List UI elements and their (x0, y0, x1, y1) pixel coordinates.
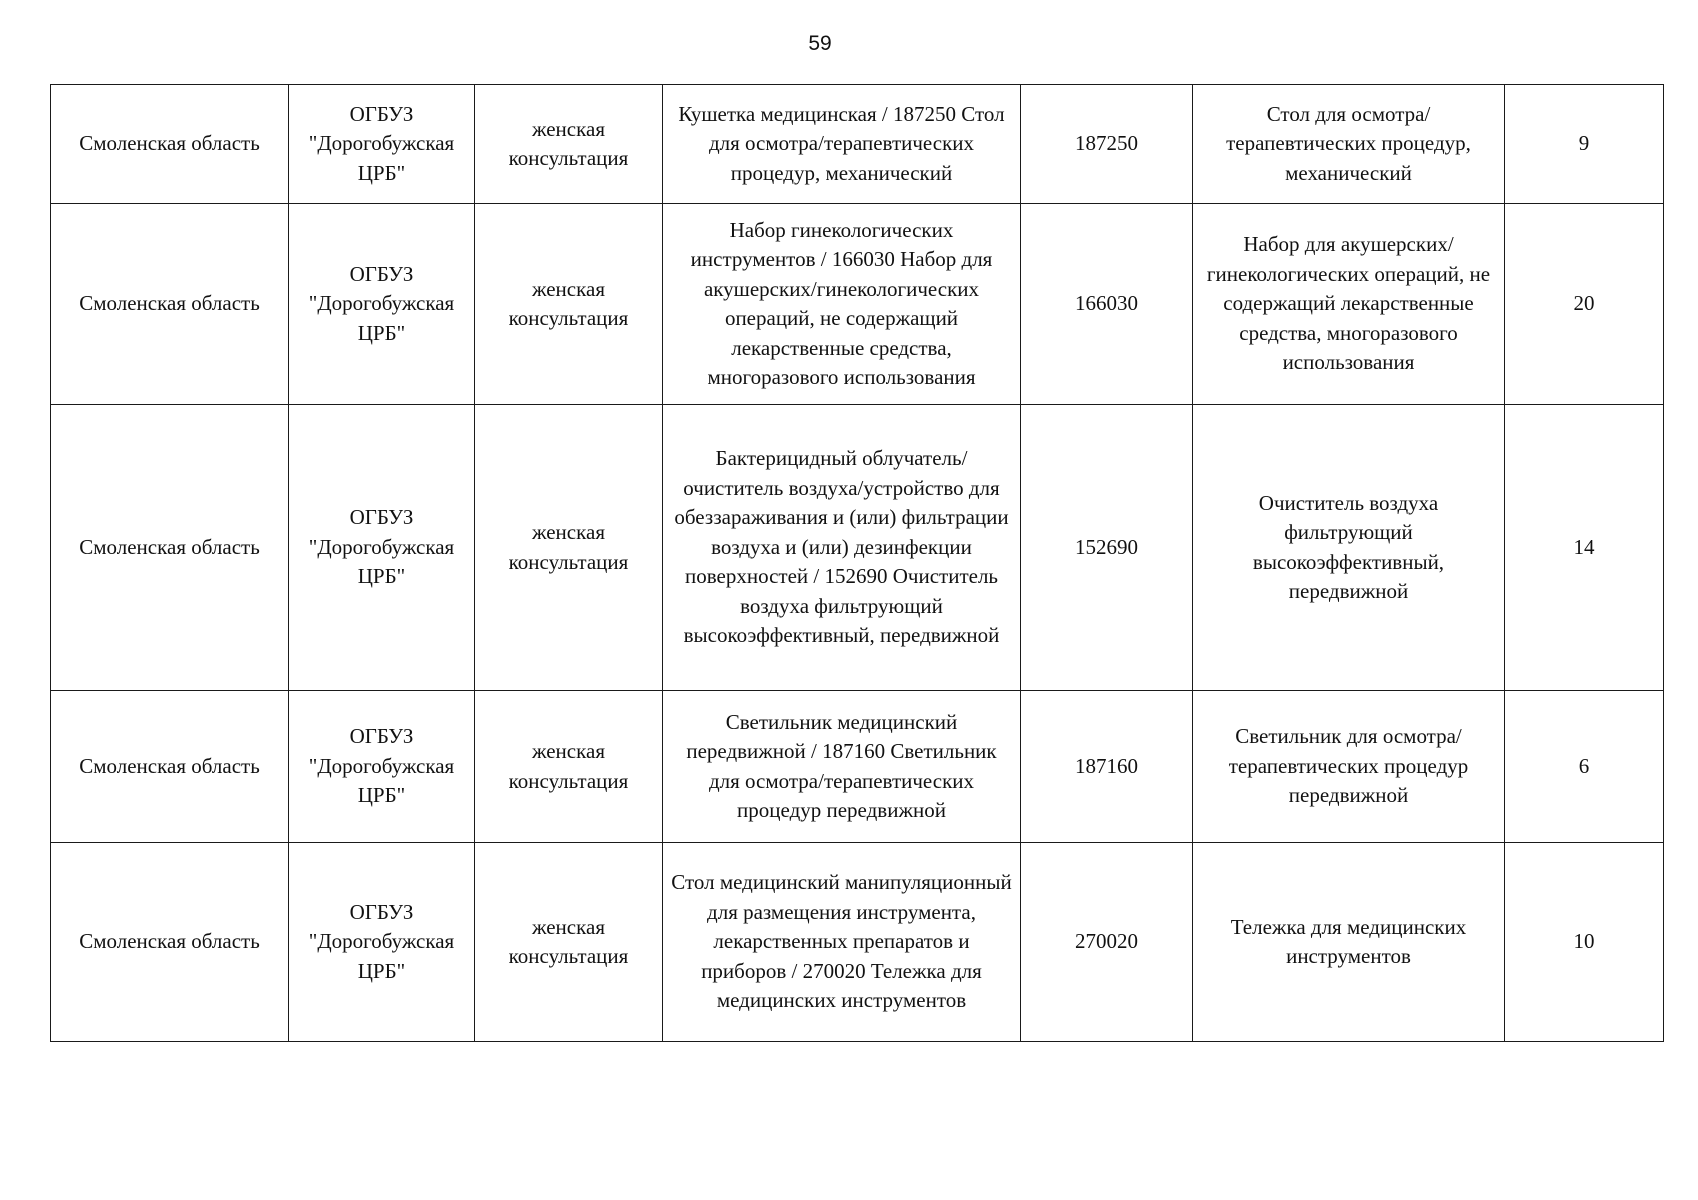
table-row (51, 85, 1664, 204)
name-cell: Тележка для медицинских инструментов (1193, 843, 1505, 1042)
quantity-cell: 20 (1505, 204, 1664, 405)
name-cell: Светильник для осмотра/терапевтических процедур передвижной (1193, 691, 1505, 843)
department-cell: женская консультация (475, 204, 663, 405)
equipment-table (50, 84, 1664, 1042)
organization-cell: ОГБУЗ "Дорогобужская ЦРБ" (289, 85, 475, 204)
name-cell: Стол для осмотра/терапевтических процедур, механический (1193, 85, 1505, 204)
department-cell: женская консультация (475, 85, 663, 204)
region-cell: Смоленская область (51, 843, 289, 1042)
organization-cell: ОГБУЗ "Дорогобужская ЦРБ" (289, 204, 475, 405)
organization-cell: ОГБУЗ "Дорогобужская ЦРБ" (289, 405, 475, 691)
quantity-cell: 6 (1505, 691, 1664, 843)
quantity-cell: 9 (1505, 85, 1664, 204)
code-cell: 166030 (1021, 204, 1193, 405)
organization-cell: ОГБУЗ "Дорогобужская ЦРБ" (289, 691, 475, 843)
code-cell: 187160 (1021, 691, 1193, 843)
equipment-cell: Светильник медицинский передвижной / 187160 Светильник для осмотра/терапевтических процедур передвижной (663, 691, 1021, 843)
equipment-cell: Набор гинекологических инструментов / 166030 Набор для акушерских/гинекологических операций, не содержащий лекарственные средства, многоразового использования (663, 204, 1021, 405)
equipment-cell: Бактерицидный облучатель/очиститель воздуха/устройство для обеззараживания и (или) фильтрации воздуха и (или) дезинфекции поверхностей / 152690 Очиститель воздуха фильтрующий высокоэффективный, передвижной (663, 405, 1021, 691)
region-cell: Смоленская область (51, 204, 289, 405)
region-cell: Смоленская область (51, 405, 289, 691)
table-row (51, 405, 1664, 691)
code-cell: 270020 (1021, 843, 1193, 1042)
department-cell: женская консультация (475, 405, 663, 691)
code-cell: 187250 (1021, 85, 1193, 204)
quantity-cell: 10 (1505, 843, 1664, 1042)
quantity-cell: 14 (1505, 405, 1664, 691)
equipment-cell: Стол медицинский манипуляционный для размещения инструмента, лекарственных препаратов и приборов / 270020 Тележка для медицинских инструментов (663, 843, 1021, 1042)
name-cell: Набор для акушерских/гинекологических операций, не содержащий лекарственные средства, многоразового использования (1193, 204, 1505, 405)
page-number: 59 (808, 32, 832, 55)
code-cell: 152690 (1021, 405, 1193, 691)
table-row (51, 843, 1664, 1042)
organization-cell: ОГБУЗ "Дорогобужская ЦРБ" (289, 843, 475, 1042)
region-cell: Смоленская область (51, 85, 289, 204)
region-cell: Смоленская область (51, 691, 289, 843)
table-row (51, 204, 1664, 405)
department-cell: женская консультация (475, 843, 663, 1042)
name-cell: Очиститель воздуха фильтрующий высокоэффективный, передвижной (1193, 405, 1505, 691)
department-cell: женская консультация (475, 691, 663, 843)
table-row (51, 691, 1664, 843)
equipment-cell: Кушетка медицинская / 187250 Стол для осмотра/терапевтических процедур, механический (663, 85, 1021, 204)
